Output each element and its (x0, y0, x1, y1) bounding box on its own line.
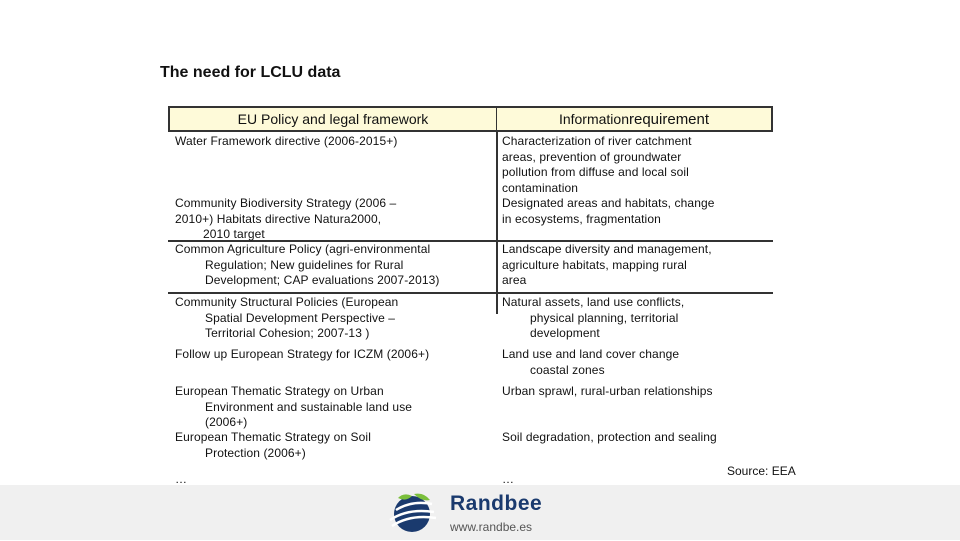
table-cell-policy: Water Framework directive (2006-2015+) (175, 134, 398, 148)
column-divider (496, 132, 498, 314)
randbee-logo-icon (384, 490, 440, 536)
header-policy: EU Policy and legal framework (168, 106, 496, 132)
table-cell-policy: Community Biodiversity Strategy (2006 – 2010+) Habitats directive Natura2000, 2010 target (175, 196, 397, 241)
slide-title: The need for LCLU data (160, 64, 341, 81)
table-cell-requirement: … (502, 472, 515, 486)
table-cell-requirement: Characterization of river catchment areas, prevention of groundwater pollution from diffuse and local soil contamination (502, 134, 692, 195)
table-cell-policy: European Thematic Strategy on Urban Environment and sustainable land use (2006+) (175, 384, 413, 429)
table-cell-requirement: Land use and land cover change coastal zones (502, 347, 680, 377)
table-cell-policy: Follow up European Strategy for ICZM (2006+) (175, 347, 430, 361)
row-divider (168, 292, 773, 294)
table-cell-requirement: Natural assets, land use conflicts, physical planning, territorial development (502, 295, 685, 340)
table-cell-requirement: Soil degradation, protection and sealing (502, 430, 717, 444)
header-requirement: Information requirement (496, 106, 773, 132)
table-cell-policy: Common Agriculture Policy (agri-environmental Regulation; New guidelines for Rural Development; CAP evaluations 2007-2013) (175, 242, 440, 287)
source-note: Source: EEA (727, 464, 796, 478)
policy-table (168, 106, 773, 466)
table-cell-requirement: Landscape diversity and management, agriculture habitats, mapping rural area (502, 242, 712, 287)
table-cell-requirement: Designated areas and habitats, change in ecosystems, fragmentation (502, 196, 715, 226)
brand-url[interactable]: www.randbe.es (450, 520, 533, 534)
brand-name: Randbee (450, 492, 543, 515)
table-cell-policy: Community Structural Policies (European Spatial Development Perspective – Territorial Cohesion; 2007-13 ) (175, 295, 399, 340)
table-cell-requirement: Urban sprawl, rural-urban relationships (502, 384, 713, 398)
table-cell-policy: … (175, 472, 188, 486)
table-cell-policy: European Thematic Strategy on Soil Protection (2006+) (175, 430, 371, 460)
